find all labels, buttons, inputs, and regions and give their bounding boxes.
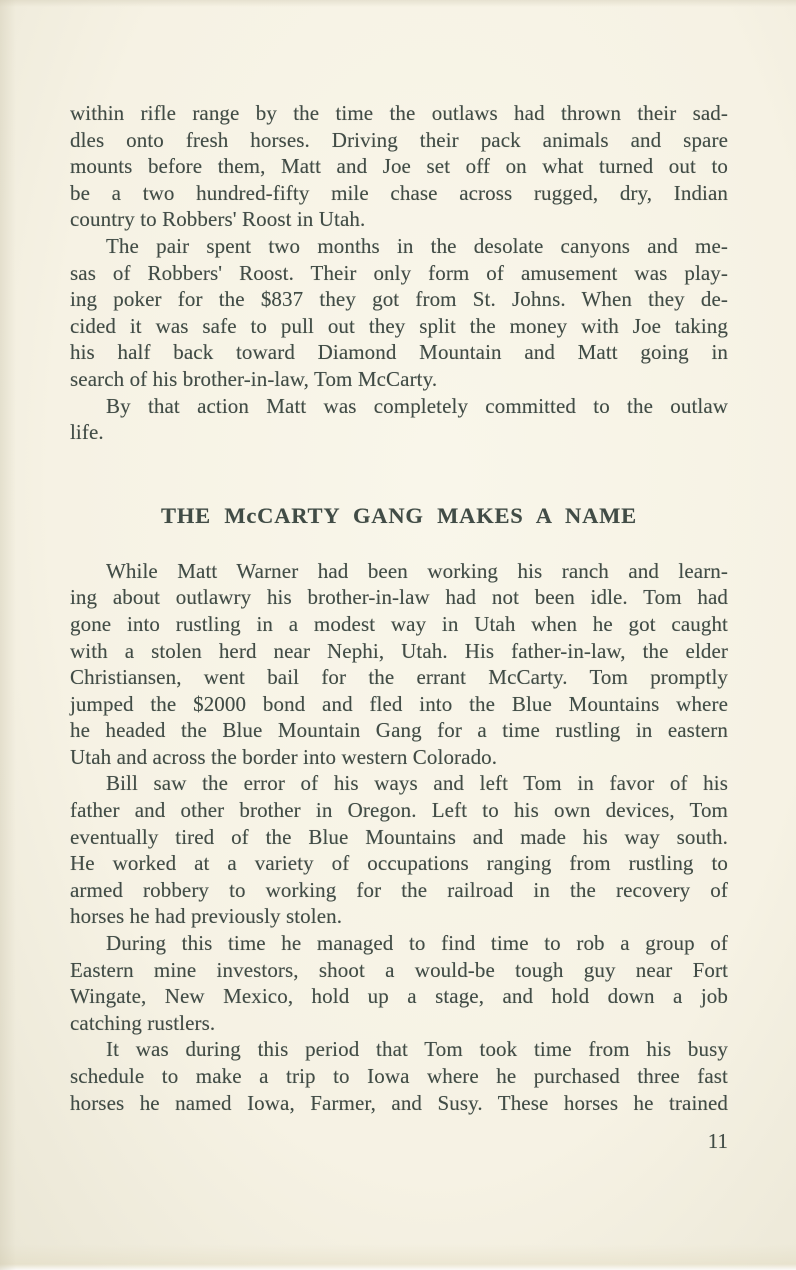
paragraph — [70, 930, 728, 1036]
text-line: It was during this period that Tom took time from his busy — [106, 1037, 728, 1062]
text-line: Wingate, New Mexico, hold up a stage, and hold down a job — [70, 984, 728, 1009]
text-line: with a stolen herd near Nephi, Utah. His father-in-law, the elder — [70, 638, 728, 663]
text-line: While Matt Warner had been working his ranch and learn- — [106, 558, 728, 583]
paragraph — [70, 558, 728, 771]
text-line: jumped the $2000 bond and fled into the Blue Mountains where — [70, 691, 728, 716]
paragraph — [70, 100, 728, 233]
text-line: horses he named Iowa, Farmer, and Susy. These horses he trained — [70, 1090, 728, 1115]
text-line: be a two hundred-fifty mile chase across rugged, dry, Indian — [70, 180, 728, 205]
text-line: schedule to make a trip to Iowa where he purchased three fast — [70, 1064, 728, 1088]
text-line: Bill saw the error of his ways and left Tom in favor of his — [106, 771, 728, 796]
text-line: horses he had previously stolen. — [70, 904, 343, 929]
text-line: he headed the Blue Mountain Gang for a time rustling in eastern — [70, 718, 728, 743]
text-line: The pair spent two months in the desolate canyons and me- — [106, 233, 728, 258]
paragraph — [70, 233, 728, 393]
text-line: his half back toward Diamond Mountain and Matt going in — [70, 340, 728, 365]
text-block — [70, 100, 728, 1116]
text-line: Eastern mine investors, shoot a would-be tough guy near Fort — [70, 957, 728, 982]
text-line: eventually tired of the Blue Mountains and made his way south. — [70, 824, 728, 849]
text-line: During this time he managed to find time to rob a group of — [106, 931, 728, 956]
text-line: sas of Robbers' Roost. Their only form of amusement was play- — [70, 260, 728, 285]
section-heading: THE McCARTY GANG MAKES A NAME — [161, 502, 637, 528]
text-line: He worked at a variety of occupations ranging from rustling to — [70, 851, 728, 876]
text-line: father and other brother in Oregon. Left to his own devices, Tom — [70, 798, 728, 823]
text-line: cided it was safe to pull out they split the money with Joe taking — [70, 313, 728, 338]
paragraph — [70, 393, 728, 446]
text-line: mounts before them, Matt and Joe set off on what turned out to — [70, 154, 728, 179]
page-number: 11 — [707, 1129, 728, 1153]
text-line: catching rustlers. — [70, 1010, 216, 1035]
text-line: search of his brother-in-law, Tom McCarty. — [70, 366, 438, 391]
text-line: dles onto fresh horses. Driving their pack animals and spare — [70, 127, 728, 152]
text-line: By that action Matt was completely committed to the outlaw — [106, 393, 728, 418]
text-line: gone into rustling in a modest way in Utah when he got caught — [70, 611, 728, 636]
text-line: ing poker for the $837 they got from St. Johns. When they de- — [70, 287, 728, 312]
text-line: armed robbery to working for the railroad in the recovery of — [70, 877, 728, 902]
paragraph — [70, 1036, 728, 1116]
text-line: Christiansen, went bail for the errant McCarty. Tom promptly — [70, 665, 728, 690]
paragraph — [70, 770, 728, 930]
text-line: ing about outlawry his brother-in-law had not been idle. Tom had — [70, 585, 728, 610]
text-line: country to Robbers' Roost in Utah. — [70, 207, 366, 232]
text-line: within rifle range by the time the outlaws had thrown their sad- — [70, 101, 728, 125]
text-line: life. — [70, 420, 104, 445]
text-line: Utah and across the border into western Colorado. — [70, 744, 498, 769]
